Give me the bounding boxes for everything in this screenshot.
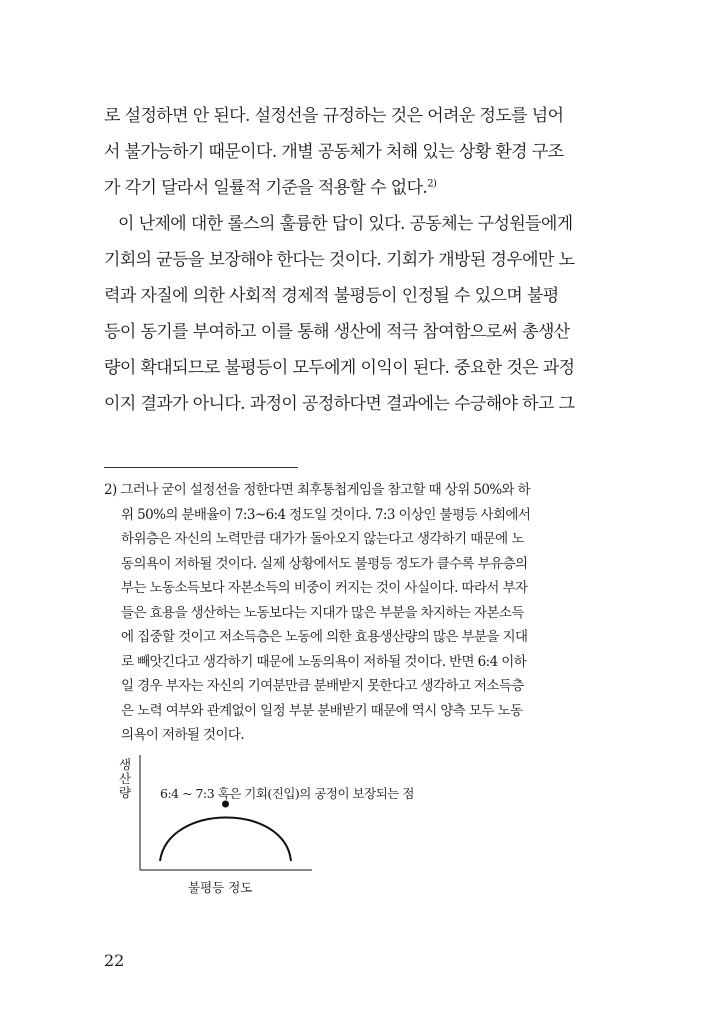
footnote-separator bbox=[104, 467, 298, 468]
body-line: 이지 결과가 아니다. 과정이 공정하다면 결과에는 수긍해야 하고 그 bbox=[104, 394, 575, 414]
figure-graphic bbox=[100, 755, 460, 905]
body-line: 로 설정하면 안 된다. 설정선을 규정하는 것은 어려운 정도를 넘어 bbox=[104, 106, 564, 126]
curve-annotation: 6:4 ~ 7:3 혹은 기회(진입)의 공정이 보장되는 점 bbox=[160, 786, 414, 801]
body-line: 이 난제에 대한 롤스의 훌륭한 답이 있다. 공동체는 구성원들에게 bbox=[118, 214, 573, 234]
x-axis-label: 불평등 정도 bbox=[188, 880, 253, 895]
footnote bbox=[104, 478, 604, 748]
footnote-line: 로 빼앗긴다고 생각하기 때문에 노동의욕이 저하될 것이다. 반면 6:4 이하 bbox=[121, 653, 527, 670]
footnote-line: 하위층은 자신의 노력만큼 대가가 돌아오지 않는다고 생각하기 때문에 노 bbox=[121, 531, 524, 547]
y-axis-label bbox=[117, 758, 133, 800]
body-line-text: 가 각기 달라서 일률적 기준을 적용할 수 없다. bbox=[104, 178, 428, 198]
body-paragraphs bbox=[104, 98, 604, 422]
production-curve bbox=[160, 818, 291, 862]
footnote-line: 위 50%의 분배율이 7:3~6:4 정도일 것이다. 7:3 이상인 불평등 사회에서 bbox=[121, 506, 531, 523]
y-axis-label-char: 생 bbox=[118, 757, 132, 772]
footnote-line: 2) 그러나 굳이 설정선을 정한다면 최후통첩게임을 참고할 때 상위 50%와 하 bbox=[104, 482, 531, 498]
y-axis-label-char: 량 bbox=[118, 785, 132, 800]
body-line: 기회의 균등을 보장해야 한다는 것이다. 기회가 개방된 경우에만 노 bbox=[104, 250, 575, 270]
footnote-reference: 2) bbox=[427, 178, 437, 190]
production-curve-figure bbox=[100, 755, 460, 905]
body-line: 력과 자질에 의한 사회적 경제적 불평등이 인정될 수 있으며 불평 bbox=[104, 286, 559, 306]
footnote-line: 에 집중할 것이고 저소득층은 노동에 의한 효용생산량의 많은 부분을 지대 bbox=[121, 629, 528, 645]
body-line: 등이 동기를 부여하고 이를 통해 생산에 적극 참여함으로써 총생산 bbox=[104, 322, 570, 342]
footnote-line: 동의욕이 저하될 것이다. 실제 상황에서도 불평등 정도가 클수록 부유층의 bbox=[121, 555, 528, 572]
footnote-line: 부는 노동소득보다 자본소득의 비중이 커지는 것이 사실이다. 따라서 부자 bbox=[121, 580, 528, 596]
body-line-with-footnote-ref bbox=[104, 170, 604, 206]
footnote-line: 들은 효용을 생산하는 노동보다는 지대가 많은 부분을 차지하는 자본소득 bbox=[121, 604, 524, 621]
page-number: 22 bbox=[104, 951, 125, 970]
footnote-line: 일 경우 부자는 자신의 기여분만큼 분배받지 못한다고 생각하고 저소득층 bbox=[121, 678, 524, 694]
footnote-line: 의욕이 저하될 것이다. bbox=[121, 727, 245, 743]
footnote-line: 은 노력 여부와 관계없이 일정 부분 분배받기 때문에 역시 양측 모두 노동 bbox=[121, 702, 523, 719]
body-line: 서 불가능하기 때문이다. 개별 공동체가 처해 있는 상황 환경 구조 bbox=[104, 142, 564, 162]
body-line: 량이 확대되므로 불평등이 모두에게 이익이 된다. 중요한 것은 과정 bbox=[104, 358, 575, 378]
y-axis-label-char: 산 bbox=[118, 771, 132, 786]
